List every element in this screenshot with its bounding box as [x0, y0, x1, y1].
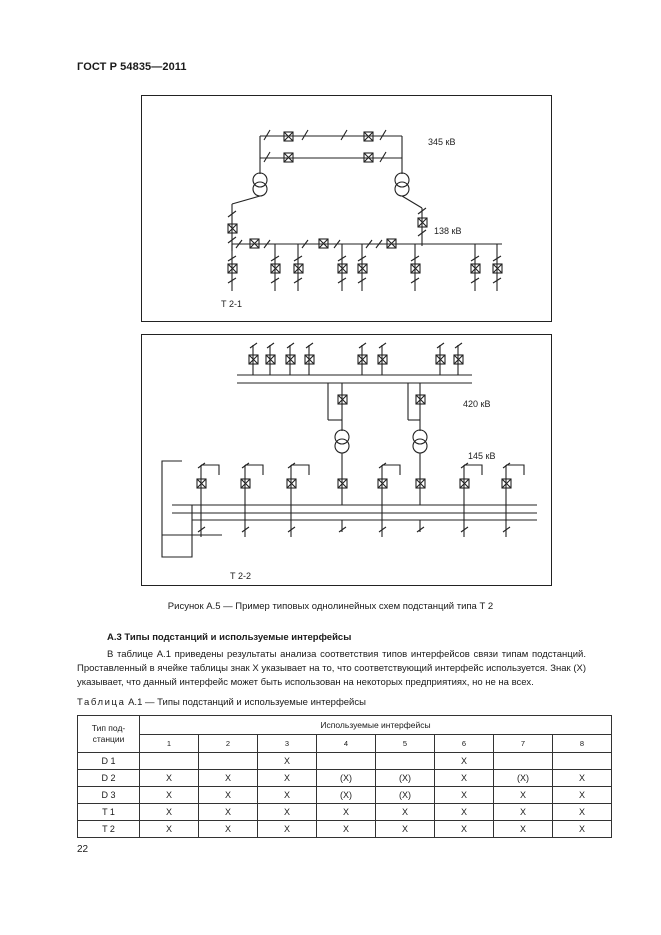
document-header: ГОСТ Р 54835—2011	[77, 61, 187, 73]
interface-cell: X	[494, 787, 553, 804]
table-body	[78, 753, 612, 838]
interface-cell: X	[435, 753, 494, 770]
interface-cell: (X)	[376, 787, 435, 804]
interface-cell: X	[494, 821, 553, 838]
interface-cell: X	[258, 821, 317, 838]
voltage-label-145: 145 кВ	[468, 451, 496, 461]
interface-cell: X	[317, 821, 376, 838]
section-title: А.3 Типы подстанций и используемые интерфейсы	[107, 632, 352, 643]
interface-cell: X	[435, 787, 494, 804]
interface-cell: X	[258, 804, 317, 821]
interface-cell: X	[258, 770, 317, 787]
single-line-diagram-1	[142, 96, 553, 323]
interfaces-table	[77, 715, 612, 838]
diagram-label-t2-2: Т 2-2	[230, 571, 252, 581]
interface-cell	[494, 753, 553, 770]
interface-cell: X	[376, 821, 435, 838]
table-row	[78, 787, 612, 804]
diagram-label-t2-1: Т 2-1	[221, 299, 243, 309]
table-row	[78, 753, 612, 770]
table-caption-text: А.1 — Типы подстанций и используемые интерфейсы	[125, 697, 366, 708]
interface-column-1: 1	[140, 735, 199, 753]
interface-cell	[317, 753, 376, 770]
interface-cell: X	[553, 821, 612, 838]
interface-cell: X	[553, 787, 612, 804]
interface-cell: X	[553, 770, 612, 787]
substation-type-cell: D 1	[78, 753, 140, 770]
interface-column-8: 8	[553, 735, 612, 753]
substation-type-cell: T 2	[78, 821, 140, 838]
interface-cell: X	[376, 804, 435, 821]
interface-cell: X	[199, 804, 258, 821]
substation-type-cell: D 3	[78, 787, 140, 804]
interface-cell: X	[494, 804, 553, 821]
table-row	[78, 804, 612, 821]
table-caption-word: Таблица	[77, 697, 126, 708]
figure-caption: Рисунок А.5 — Пример типовых однолинейных схем подстанций типа Т 2	[167, 601, 494, 612]
interface-cell: X	[199, 787, 258, 804]
single-line-diagram-2	[142, 335, 553, 587]
section-paragraph: В таблице А.1 приведены результаты анализа соответствия типов интерфейсов связи типам подстанций. Проставленный в ячейке таблицы знак Х указывает на то, что соответствующий интерфейс используется. Знак (Х) указывает, что данный интерфейс может быть использован на некоторых предприятиях, но не на всех.	[77, 649, 586, 688]
interface-column-7: 7	[494, 735, 553, 753]
interface-column-5: 5	[376, 735, 435, 753]
interface-cell	[140, 753, 199, 770]
interface-cell: X	[435, 821, 494, 838]
interface-cell	[199, 753, 258, 770]
interface-cell: X	[435, 804, 494, 821]
interface-cell: X	[435, 770, 494, 787]
interface-column-6: 6	[435, 735, 494, 753]
interface-cell: X	[199, 770, 258, 787]
interface-cell: (X)	[317, 787, 376, 804]
interface-cell: (X)	[317, 770, 376, 787]
table-caption	[77, 697, 366, 708]
column-header-interfaces: Используемые интерфейсы	[140, 716, 612, 735]
voltage-label-345: 345 кВ	[428, 137, 456, 147]
interface-cell: (X)	[494, 770, 553, 787]
interface-cell: X	[553, 804, 612, 821]
column-header-type: Тип под- станции	[78, 716, 140, 753]
interface-cell: X	[140, 770, 199, 787]
interface-number-row	[78, 735, 612, 753]
interface-cell: X	[317, 804, 376, 821]
voltage-label-138: 138 кВ	[434, 226, 462, 236]
interface-column-2: 2	[199, 735, 258, 753]
interface-cell: X	[140, 821, 199, 838]
substation-type-cell: D 2	[78, 770, 140, 787]
interface-cell: X	[140, 804, 199, 821]
interface-cell	[376, 753, 435, 770]
interface-column-3: 3	[258, 735, 317, 753]
interface-cell	[553, 753, 612, 770]
page-number: 22	[77, 844, 89, 855]
substation-type-cell: T 1	[78, 804, 140, 821]
table-row	[78, 821, 612, 838]
diagram-t2-1	[141, 95, 552, 322]
diagram-t2-2	[141, 334, 552, 586]
interface-cell: X	[199, 821, 258, 838]
interface-column-4: 4	[317, 735, 376, 753]
table-row	[78, 770, 612, 787]
interface-cell: X	[258, 753, 317, 770]
voltage-label-420: 420 кВ	[463, 399, 491, 409]
interface-cell: X	[258, 787, 317, 804]
interface-cell: X	[140, 787, 199, 804]
interface-cell: (X)	[376, 770, 435, 787]
